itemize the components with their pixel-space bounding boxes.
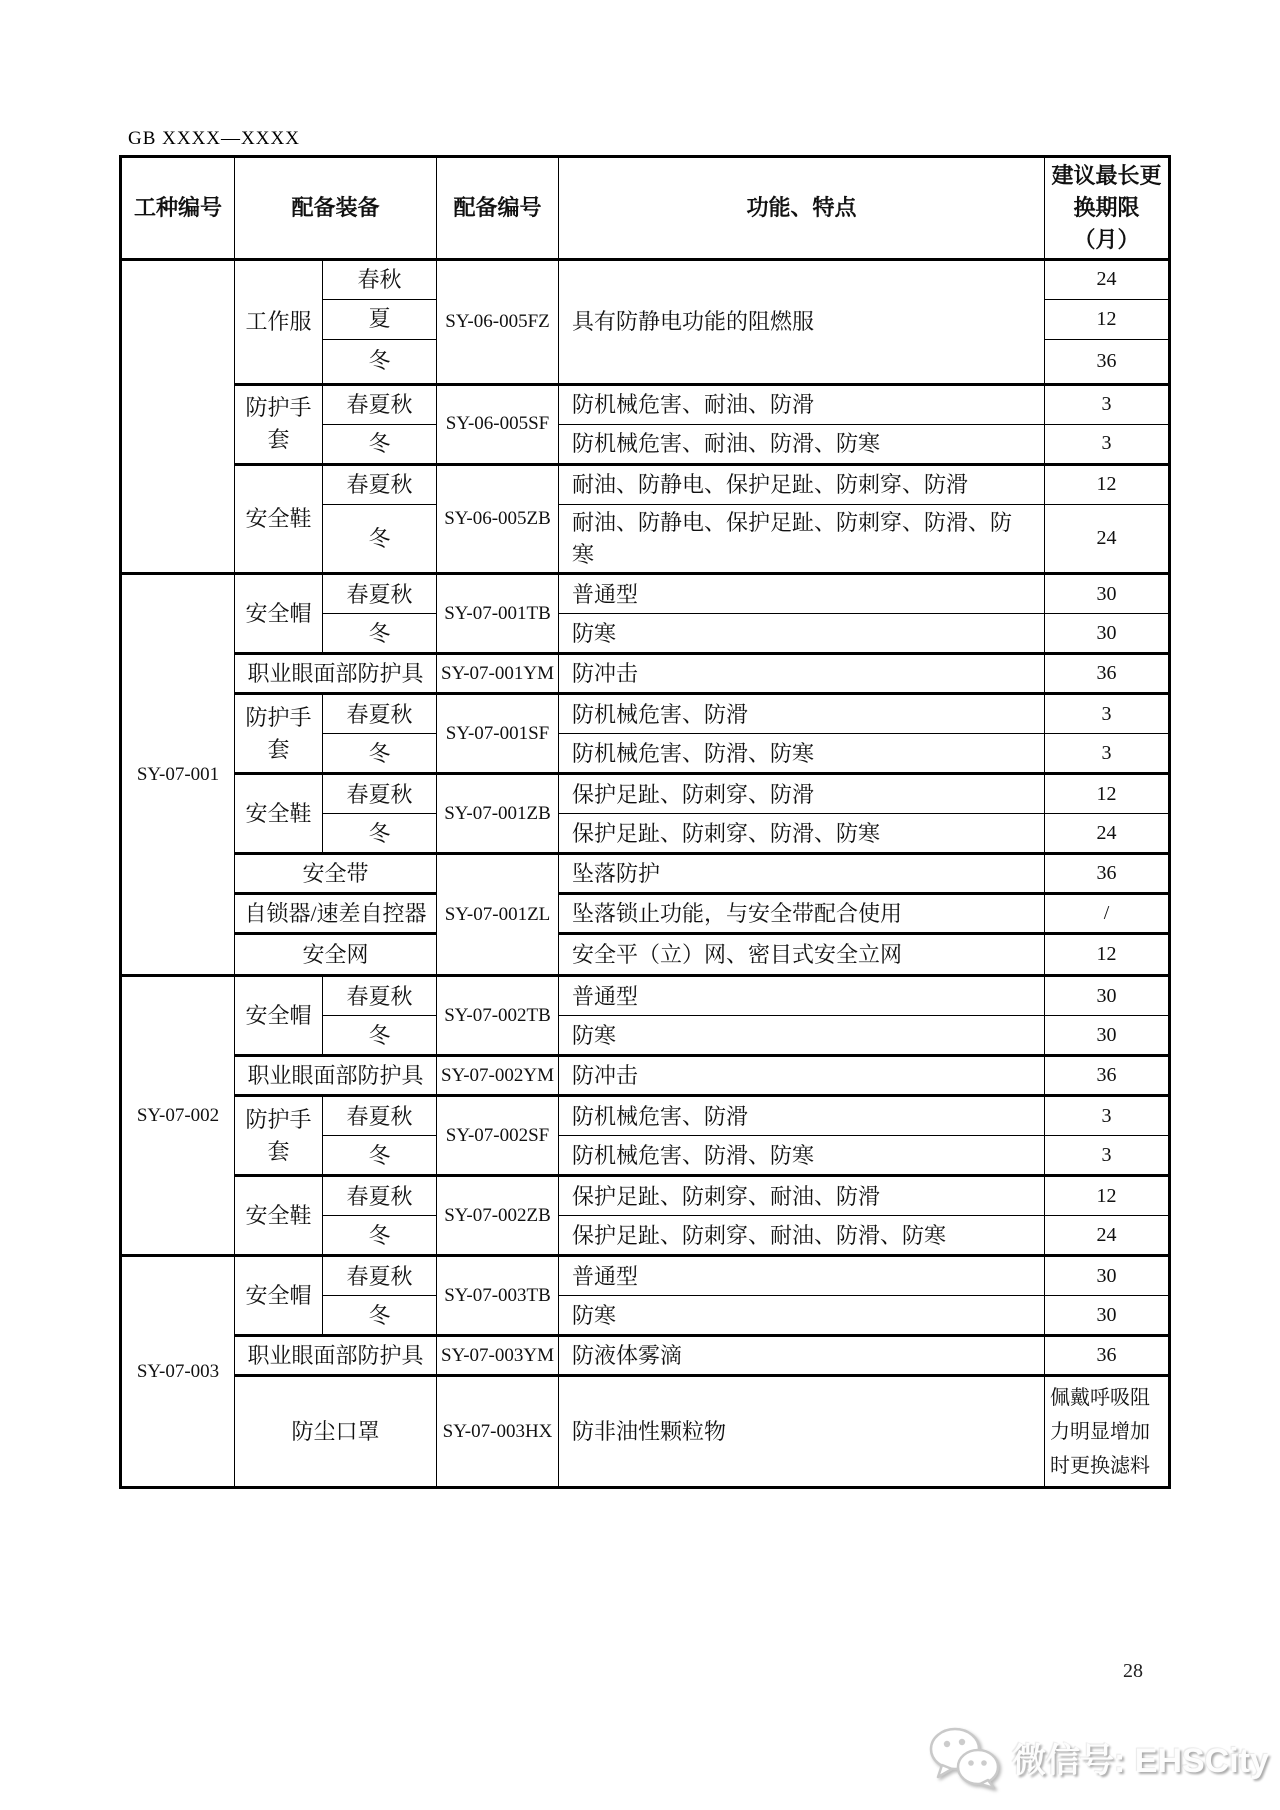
table-cell: SY-07-003TB [437, 1256, 559, 1336]
table-cell: 3 [1045, 384, 1170, 424]
table-row [121, 1256, 1170, 1296]
table-cell: 防机械危害、防滑 [559, 1096, 1045, 1136]
table-cell: 冬 [323, 734, 437, 774]
table-cell: 12 [1045, 1176, 1170, 1216]
table-cell: SY-07-001 [121, 574, 235, 976]
table-cell: 工作服 [235, 259, 323, 384]
table-row [121, 384, 1170, 424]
table-cell: 冬 [323, 1216, 437, 1256]
table-cell: 3 [1045, 694, 1170, 734]
table-cell: / [1045, 894, 1170, 934]
table-cell: 春夏秋 [323, 464, 437, 504]
table-cell: 30 [1045, 1296, 1170, 1336]
table-cell: 保护足趾、防刺穿、耐油、防滑 [559, 1176, 1045, 1216]
table-cell: 3 [1045, 424, 1170, 464]
table-cell: SY-07-002ZB [437, 1176, 559, 1256]
table-cell: 安全帽 [235, 976, 323, 1056]
table-cell: 春夏秋 [323, 1176, 437, 1216]
watermark-text: 微信号: EHSCity [1012, 1741, 1269, 1780]
header-cell: 配备装备 [235, 157, 437, 260]
table-cell: 安全带 [235, 854, 437, 894]
header-cell: 功能、特点 [559, 157, 1045, 260]
table-cell: 30 [1045, 1016, 1170, 1056]
table-cell: 12 [1045, 934, 1170, 976]
table-cell: 防寒 [559, 1296, 1045, 1336]
table-cell: 春秋 [323, 259, 437, 299]
table-cell: SY-06-005FZ [437, 259, 559, 384]
table-row [121, 1376, 1170, 1488]
table-cell: 36 [1045, 1056, 1170, 1096]
table-cell: 冬 [323, 1136, 437, 1176]
table-cell: 具有防静电功能的阻燃服 [559, 259, 1045, 384]
table-cell: 春夏秋 [323, 774, 437, 814]
table-cell: 防寒 [559, 1016, 1045, 1056]
table-cell: 保护足趾、防刺穿、防滑 [559, 774, 1045, 814]
table-row [121, 464, 1170, 504]
table-cell: 冬 [323, 1016, 437, 1056]
table-cell: 安全帽 [235, 574, 323, 654]
wechat-icon [928, 1725, 1002, 1789]
table-row [121, 1096, 1170, 1136]
table-row [121, 654, 1170, 694]
table-cell: SY-07-001TB [437, 574, 559, 654]
header-row [121, 157, 1170, 260]
table-cell: SY-07-003HX [437, 1376, 559, 1488]
table-cell: 30 [1045, 976, 1170, 1016]
table-cell: 3 [1045, 734, 1170, 774]
table-cell: SY-07-002SF [437, 1096, 559, 1176]
table-cell: SY-07-002YM [437, 1056, 559, 1096]
table-cell: 24 [1045, 1216, 1170, 1256]
table-cell: 冬 [323, 814, 437, 854]
table-cell: 防机械危害、耐油、防滑 [559, 384, 1045, 424]
table-cell: SY-06-005ZB [437, 464, 559, 574]
table-cell: 普通型 [559, 976, 1045, 1016]
table-cell: 防护手套 [235, 1096, 323, 1176]
table-cell: 冬 [323, 614, 437, 654]
header-cell: 建议最长更换期限（月） [1045, 157, 1170, 260]
table-row [121, 694, 1170, 734]
table-cell: 春夏秋 [323, 1096, 437, 1136]
table-cell: 冬 [323, 339, 437, 384]
table-cell: 3 [1045, 1136, 1170, 1176]
table-row [121, 934, 1170, 976]
header-cell: 配备编号 [437, 157, 559, 260]
table-cell: 12 [1045, 464, 1170, 504]
table-cell: 防寒 [559, 614, 1045, 654]
table-cell: 保护足趾、防刺穿、耐油、防滑、防寒 [559, 1216, 1045, 1256]
table-row [121, 259, 1170, 299]
table-row [121, 894, 1170, 934]
table-cell: 36 [1045, 654, 1170, 694]
table-cell: 30 [1045, 574, 1170, 614]
table-cell: SY-07-001YM [437, 654, 559, 694]
table-cell: 坠落锁止功能，与安全带配合使用 [559, 894, 1045, 934]
table-cell: 防非油性颗粒物 [559, 1376, 1045, 1488]
table-body [121, 259, 1170, 1488]
table-row [121, 1176, 1170, 1216]
table-row [121, 854, 1170, 894]
table-cell: 防护手套 [235, 694, 323, 774]
table-row [121, 1056, 1170, 1096]
table-cell: 职业眼面部防护具 [235, 1336, 437, 1376]
table-cell: 36 [1045, 339, 1170, 384]
table-cell: 自锁器/速差自控器 [235, 894, 437, 934]
table-cell: SY-07-003 [121, 1256, 235, 1488]
table-cell: 36 [1045, 1336, 1170, 1376]
table-cell: 防护手套 [235, 384, 323, 464]
table-cell: 安全鞋 [235, 464, 323, 574]
table-row [121, 574, 1170, 614]
table-cell: 安全鞋 [235, 1176, 323, 1256]
table-cell: 防液体雾滴 [559, 1336, 1045, 1376]
table-head [121, 157, 1170, 260]
table-cell: 12 [1045, 299, 1170, 339]
table-cell [121, 259, 235, 574]
table-cell: 普通型 [559, 574, 1045, 614]
table-row [121, 976, 1170, 1016]
table-cell: 防机械危害、耐油、防滑、防寒 [559, 424, 1045, 464]
table-cell: 安全平（立）网、密目式安全立网 [559, 934, 1045, 976]
table-cell: 24 [1045, 814, 1170, 854]
table-cell: SY-07-001ZL [437, 854, 559, 976]
table-cell: 安全帽 [235, 1256, 323, 1336]
doc-code: GB XXXX—XXXX [128, 128, 300, 149]
table-cell: SY-07-002TB [437, 976, 559, 1056]
table-cell: 冬 [323, 504, 437, 574]
table-cell: 30 [1045, 614, 1170, 654]
table-cell: 冬 [323, 1296, 437, 1336]
table-cell: 保护足趾、防刺穿、防滑、防寒 [559, 814, 1045, 854]
table-cell: SY-07-001ZB [437, 774, 559, 854]
table-cell: SY-07-003YM [437, 1336, 559, 1376]
table-cell: 3 [1045, 1096, 1170, 1136]
table-cell: SY-07-002 [121, 976, 235, 1256]
table-cell: 佩戴呼吸阻力明显增加时更换滤料 [1045, 1376, 1170, 1488]
table-cell: 安全鞋 [235, 774, 323, 854]
table-cell: 春夏秋 [323, 574, 437, 614]
table-cell: 防机械危害、防滑、防寒 [559, 734, 1045, 774]
table-cell: 职业眼面部防护具 [235, 1056, 437, 1096]
page-number: 28 [1123, 1660, 1143, 1682]
table-cell: 普通型 [559, 1256, 1045, 1296]
header-cell: 工种编号 [121, 157, 235, 260]
table-cell: 防机械危害、防滑、防寒 [559, 1136, 1045, 1176]
table-cell: SY-06-005SF [437, 384, 559, 464]
table-cell: SY-07-001SF [437, 694, 559, 774]
table-cell: 30 [1045, 1256, 1170, 1296]
table-cell: 防机械危害、防滑 [559, 694, 1045, 734]
table-row [121, 1336, 1170, 1376]
table-cell: 耐油、防静电、保护足趾、防刺穿、防滑 [559, 464, 1045, 504]
table-cell: 夏 [323, 299, 437, 339]
table-cell: 安全网 [235, 934, 437, 976]
table-cell: 春夏秋 [323, 1256, 437, 1296]
table-cell: 春夏秋 [323, 384, 437, 424]
table-row [121, 774, 1170, 814]
table-cell: 耐油、防静电、保护足趾、防刺穿、防滑、防寒 [559, 504, 1045, 574]
watermark [928, 1722, 1269, 1792]
table-cell: 春夏秋 [323, 976, 437, 1016]
table-cell: 冬 [323, 424, 437, 464]
table-cell: 防尘口罩 [235, 1376, 437, 1488]
table-cell: 24 [1045, 259, 1170, 299]
ppe-table [119, 155, 1171, 1489]
table-cell: 职业眼面部防护具 [235, 654, 437, 694]
table-cell: 24 [1045, 504, 1170, 574]
table-cell: 防冲击 [559, 1056, 1045, 1096]
table-cell: 12 [1045, 774, 1170, 814]
table-cell: 36 [1045, 854, 1170, 894]
table-cell: 防冲击 [559, 654, 1045, 694]
table-cell: 坠落防护 [559, 854, 1045, 894]
table-cell: 春夏秋 [323, 694, 437, 734]
